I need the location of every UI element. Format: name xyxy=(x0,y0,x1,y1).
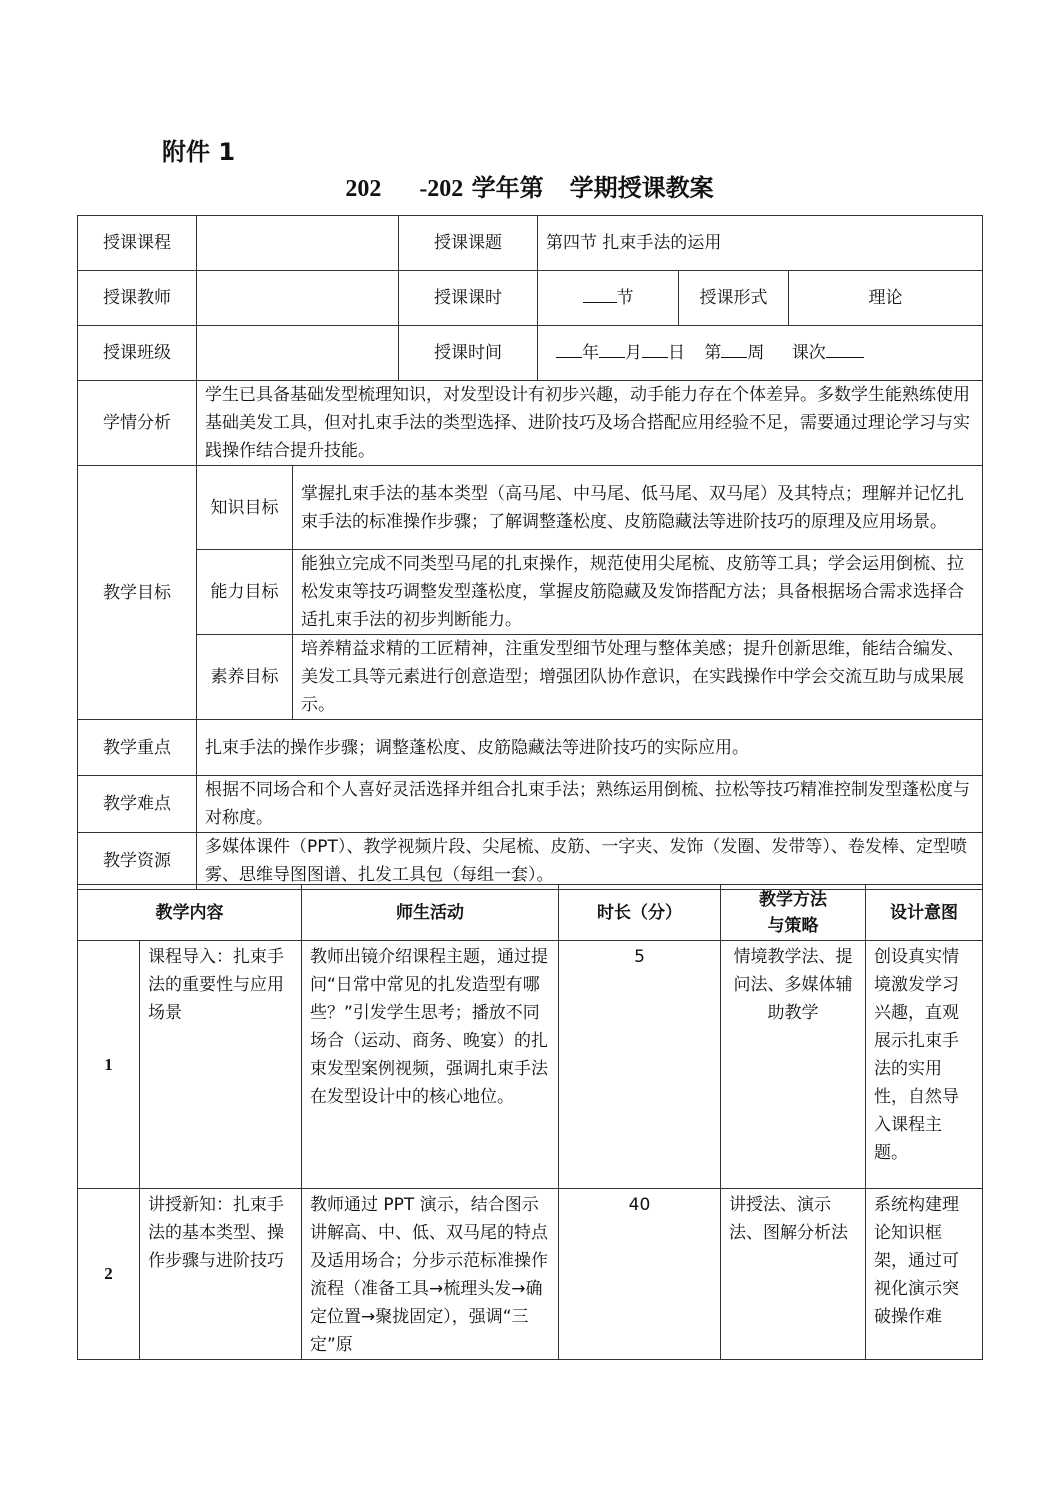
form-label: 授课形式 xyxy=(679,271,789,326)
objectives-label: 教学目标 xyxy=(78,466,197,720)
topic-label: 授课课题 xyxy=(399,216,538,271)
row-class xyxy=(78,326,983,381)
class-value[interactable] xyxy=(197,326,399,381)
analysis-label: 学情分析 xyxy=(78,381,197,466)
header-method-line1: 教学方法 xyxy=(759,889,827,910)
difficulties-text: 根据不同场合和个人喜好灵活选择并组合扎束手法；熟练运用倒梳、拉松等技巧精准控制发型蓬松度与对称度。 xyxy=(197,776,983,833)
row-number: 2 xyxy=(78,1189,140,1360)
objective-label: 能力目标 xyxy=(197,550,293,635)
title-part2: 学期授课教案 xyxy=(569,174,714,202)
header-method xyxy=(721,885,866,941)
objective-text: 培养精益求精的工匠精神，注重发型细节处理与整体美感；提升创新思维，能结合编发、美发工具等元素进行创意造型；增强团队协作意识，在实践操作中学会交流互助与成果展示。 xyxy=(293,635,983,720)
header-intent: 设计意图 xyxy=(866,885,983,941)
header-activity: 师生活动 xyxy=(302,885,559,941)
week-blank[interactable] xyxy=(721,339,747,358)
row-number: 1 xyxy=(78,941,140,1189)
row-key-points xyxy=(78,720,983,776)
teacher-label: 授课教师 xyxy=(78,271,197,326)
course-value[interactable] xyxy=(197,216,399,271)
annex-label: 附件 1 xyxy=(162,138,236,166)
header-duration: 时长（分） xyxy=(559,885,721,941)
row-duration: 40 xyxy=(559,1189,721,1360)
header-content: 教学内容 xyxy=(78,885,302,941)
month-blank[interactable] xyxy=(599,339,625,358)
session-blank[interactable] xyxy=(826,339,864,358)
row-content: 讲授新知：扎束手法的基本类型、操作步骤与进阶技巧 xyxy=(140,1189,302,1360)
hours-label: 授课课时 xyxy=(399,271,538,326)
day-blank[interactable] xyxy=(642,339,668,358)
title-part1: 学年第 xyxy=(471,174,544,202)
week-prefix: 第 xyxy=(704,343,722,363)
month-unit: 月 xyxy=(625,343,642,363)
row-objective-ability xyxy=(78,550,983,635)
key-points-text: 扎束手法的操作步骤；调整蓬松度、皮筋隐藏法等进阶技巧的实际应用。 xyxy=(197,720,983,776)
row-activity: 教师通过 PPT 演示，结合图示讲解高、中、低、双马尾的特点及适用场合；分步示范标准操作流程（准备工具→梳理头发→确定位置→聚拢固定），强调“三定”原 xyxy=(302,1189,559,1360)
objective-text: 能独立完成不同类型马尾的扎束操作，规范使用尖尾梳、皮筋等工具；学会运用倒梳、拉松发束等技巧调整发型蓬松度，掌握皮筋隐藏及发饰搭配方法；具备根据场合需求选择合适扎束手法的初步判断能力。 xyxy=(293,550,983,635)
difficulties-label: 教学难点 xyxy=(78,776,197,833)
row-activity: 教师出镜介绍课程主题，通过提问“日常中常见的扎发造型有哪些？”引发学生思考；播放不同场合（运动、商务、晚宴）的扎束发型案例视频，强调扎束手法在发型设计中的核心地位。 xyxy=(302,941,559,1189)
resources-text: 多媒体课件（PPT）、教学视频片段、尖尾梳、皮筋、一字夹、发饰（发圈、发带等）、卷发棒、定型喷雾、思维导图图谱、扎发工具包（每组一套）。 xyxy=(197,833,983,890)
lesson-info-table xyxy=(77,215,983,890)
plan-row xyxy=(78,941,983,1189)
session-label: 课次 xyxy=(791,343,826,363)
hours-unit: 节 xyxy=(616,288,634,308)
row-resources xyxy=(78,833,983,890)
row-duration: 5 xyxy=(559,941,721,1189)
objective-label: 素养目标 xyxy=(197,635,293,720)
day-unit: 日 xyxy=(668,343,685,363)
plan-header-row xyxy=(78,885,983,941)
time-value[interactable] xyxy=(538,326,983,381)
year-blank[interactable] xyxy=(556,339,582,358)
topic-value[interactable]: 第四节 扎束手法的运用 xyxy=(538,216,983,271)
row-course xyxy=(78,216,983,271)
title-year-end: -202 xyxy=(419,176,464,202)
title-year-start: 202 xyxy=(345,176,382,202)
analysis-text: 学生已具备基础发型梳理知识，对发型设计有初步兴趣，动手能力存在个体差异。多数学生能熟练使用基础美发工具，但对扎束手法的类型选择、进阶技巧及场合搭配应用经验不足，需要通过理论学习与实践操作结合提升技能。 xyxy=(197,381,983,466)
row-teacher xyxy=(78,271,983,326)
page-title xyxy=(0,168,1059,203)
header-method-line2: 与策略 xyxy=(767,915,819,936)
objective-text: 掌握扎束手法的基本类型（高马尾、中马尾、低马尾、双马尾）及其特点；理解并记忆扎束手法的标准操作步骤；了解调整蓬松度、皮筋隐藏法等进阶技巧的原理及应用场景。 xyxy=(293,466,983,550)
time-label: 授课时间 xyxy=(399,326,538,381)
week-suffix: 周 xyxy=(747,343,765,363)
row-difficulties xyxy=(78,776,983,833)
plan-row xyxy=(78,1189,983,1360)
row-method: 情境教学法、提问法、多媒体辅助教学 xyxy=(721,941,866,1189)
row-objective-literacy xyxy=(78,635,983,720)
course-label: 授课课程 xyxy=(78,216,197,271)
row-analysis xyxy=(78,381,983,466)
row-objective-knowledge xyxy=(78,466,983,550)
objective-label: 知识目标 xyxy=(197,466,293,550)
year-unit: 年 xyxy=(582,343,599,363)
row-method: 讲授法、演示法、图解分析法 xyxy=(721,1189,866,1360)
resources-label: 教学资源 xyxy=(78,833,197,890)
class-label: 授课班级 xyxy=(78,326,197,381)
row-intent: 系统构建理论知识框架，通过可视化演示突破操作难 xyxy=(866,1189,983,1360)
hours-value[interactable] xyxy=(538,271,679,326)
key-points-label: 教学重点 xyxy=(78,720,197,776)
row-intent: 创设真实情境激发学习兴趣，直观展示扎束手法的实用性，自然导入课程主题。 xyxy=(866,941,983,1189)
hours-blank[interactable] xyxy=(583,284,617,303)
teacher-value[interactable] xyxy=(197,271,399,326)
teaching-plan-table xyxy=(77,884,983,1360)
form-value[interactable]: 理论 xyxy=(789,271,983,326)
row-content: 课程导入：扎束手法的重要性与应用场景 xyxy=(140,941,302,1189)
